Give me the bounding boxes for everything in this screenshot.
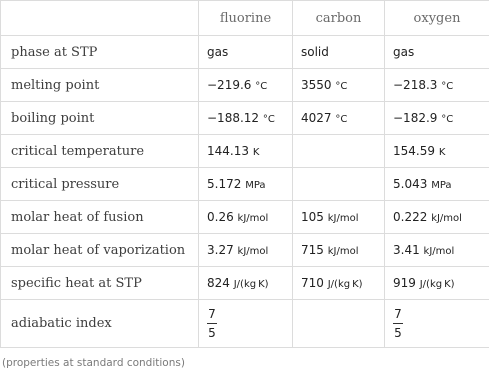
value-cell	[199, 267, 293, 300]
value: −188.12	[207, 111, 260, 125]
table-row	[1, 168, 489, 201]
unit: J/(kg K)	[327, 279, 363, 290]
value: −219.6	[207, 78, 252, 92]
unit: kJ/mol	[237, 213, 269, 224]
value-cell	[199, 36, 293, 69]
value-cell	[293, 69, 385, 102]
value: 0.222	[393, 210, 428, 224]
unit: MPa	[245, 180, 266, 191]
fraction	[207, 307, 217, 340]
fraction-denominator: 5	[208, 326, 216, 340]
value: 3.41	[393, 243, 420, 257]
value-cell	[385, 300, 489, 348]
value-cell	[385, 267, 489, 300]
value-cell	[293, 102, 385, 135]
corner-cell	[1, 1, 199, 36]
fraction	[393, 307, 403, 340]
fraction-bar	[207, 323, 217, 324]
value: 710	[301, 276, 324, 290]
value: gas	[207, 45, 229, 59]
value: 144.13	[207, 144, 249, 158]
value-cell	[385, 168, 489, 201]
column-header-oxygen: oxygen	[385, 1, 489, 36]
value: 0.26	[207, 210, 234, 224]
fraction-denominator: 5	[394, 326, 402, 340]
value-cell	[293, 267, 385, 300]
unit: MPa	[431, 180, 452, 191]
value-cell	[199, 201, 293, 234]
unit: °C	[255, 81, 268, 92]
unit: J/(kg K)	[419, 279, 455, 290]
table-row	[1, 267, 489, 300]
table-row	[1, 36, 489, 69]
empty-cell	[293, 300, 385, 348]
unit: kJ/mol	[237, 246, 269, 257]
unit: °C	[441, 81, 454, 92]
empty-cell	[293, 168, 385, 201]
value-cell	[293, 201, 385, 234]
table-row	[1, 135, 489, 168]
table-row	[1, 300, 489, 348]
column-header-fluorine: fluorine	[199, 1, 293, 36]
value: 5.172	[207, 177, 242, 191]
unit: °C	[335, 114, 348, 125]
unit: J/(kg K)	[233, 279, 269, 290]
value-cell	[385, 102, 489, 135]
value-cell	[199, 168, 293, 201]
unit: kJ/mol	[327, 246, 359, 257]
empty-cell	[293, 135, 385, 168]
value: 3550	[301, 78, 332, 92]
value: −218.3	[393, 78, 438, 92]
table-row	[1, 69, 489, 102]
fraction-numerator: 7	[394, 307, 402, 321]
value-cell	[199, 102, 293, 135]
row-label: critical temperature	[1, 135, 199, 168]
footnote: (properties at standard conditions)	[2, 357, 185, 369]
unit: kJ/mol	[423, 246, 455, 257]
value-cell	[293, 36, 385, 69]
unit: °C	[262, 114, 275, 125]
value-cell	[293, 234, 385, 267]
value: 715	[301, 243, 324, 257]
column-header-carbon: carbon	[293, 1, 385, 36]
value: solid	[301, 45, 329, 59]
row-label: phase at STP	[1, 36, 199, 69]
unit: K	[438, 147, 446, 158]
value-cell	[199, 234, 293, 267]
row-label: melting point	[1, 69, 199, 102]
fraction-bar	[393, 323, 403, 324]
row-label: specific heat at STP	[1, 267, 199, 300]
unit: °C	[441, 114, 454, 125]
fraction-numerator: 7	[208, 307, 216, 321]
table-row	[1, 234, 489, 267]
value: 3.27	[207, 243, 234, 257]
value: 824	[207, 276, 230, 290]
row-label: adiabatic index	[1, 300, 199, 348]
value: 919	[393, 276, 416, 290]
value: 105	[301, 210, 324, 224]
value-cell	[385, 234, 489, 267]
value-cell	[199, 300, 293, 348]
table-row	[1, 201, 489, 234]
unit: kJ/mol	[327, 213, 359, 224]
header-row	[1, 1, 489, 36]
unit: kJ/mol	[431, 213, 462, 224]
value: gas	[393, 45, 415, 59]
row-label: critical pressure	[1, 168, 199, 201]
row-label: molar heat of vaporization	[1, 234, 199, 267]
value-cell	[385, 69, 489, 102]
value: 154.59	[393, 144, 435, 158]
value-cell	[385, 201, 489, 234]
value: 5.043	[393, 177, 428, 191]
value-cell	[385, 135, 489, 168]
unit: °C	[335, 81, 348, 92]
row-label: molar heat of fusion	[1, 201, 199, 234]
value: 4027	[301, 111, 332, 125]
value-cell	[199, 69, 293, 102]
unit: K	[252, 147, 260, 158]
value-cell	[199, 135, 293, 168]
table-row	[1, 102, 489, 135]
row-label: boiling point	[1, 102, 199, 135]
value-cell	[385, 36, 489, 69]
value: −182.9	[393, 111, 438, 125]
